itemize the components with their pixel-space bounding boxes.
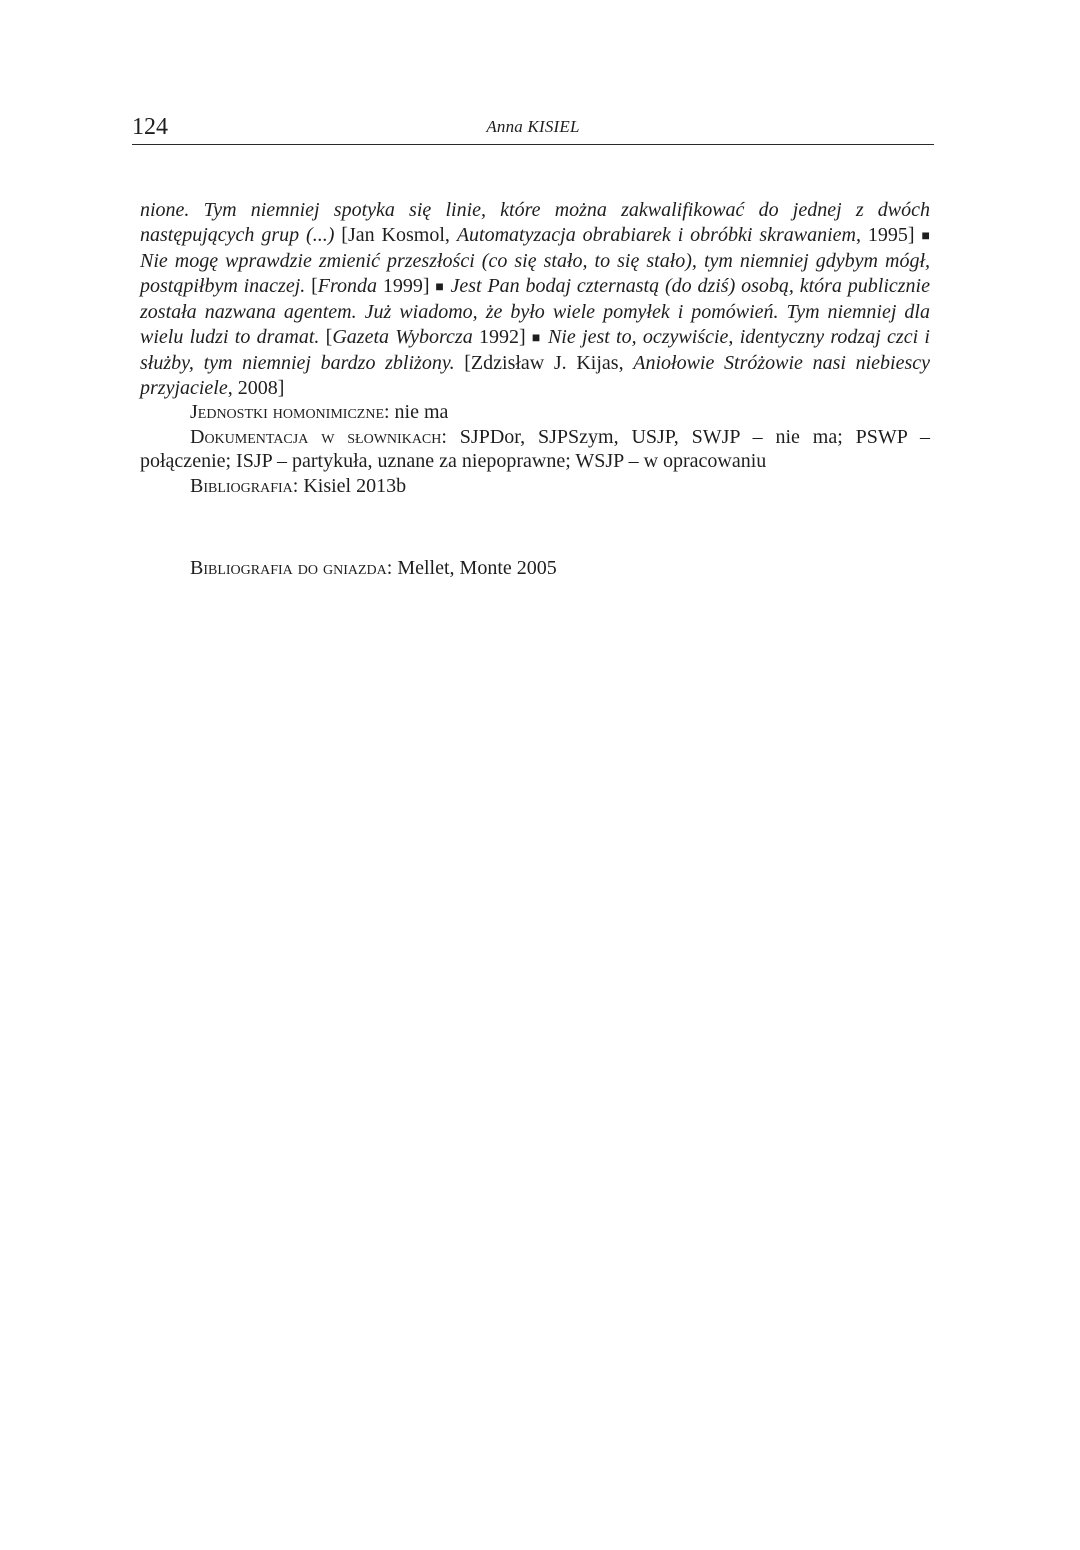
example-2-quote: Nie mogę wprawdzie zmienić przeszłości (co się stało, to się stało), tym niemniej gdybym mógł, postąpiłbym inaczej. — [140, 250, 930, 297]
example-3-source-year: 1992] — [472, 325, 532, 348]
example-4-quote: Nie jest to, oczywiście, identyczny rodzaj czci i służby, tym niemniej bardzo zbliżony. — [140, 325, 930, 374]
homonyms-label: Jednostki homonimiczne — [190, 401, 384, 423]
example-3-source: [ — [319, 325, 333, 348]
examples-paragraph — [140, 198, 930, 400]
entry-body — [140, 198, 930, 581]
example-3-source-title: Gazeta Wyborcza — [332, 325, 473, 348]
example-4-source-title: Aniołowie Stróżowie nasi niebiescy przyjaciele — [140, 352, 930, 399]
example-1-source-year: , 1995] — [856, 223, 922, 246]
example-1-source: [Jan Kosmol, — [334, 223, 457, 246]
running-head: Anna KISIEL — [486, 117, 580, 136]
example-2-source-title: Fronda — [317, 274, 378, 297]
example-3-quote: Jest Pan bodaj czternastą (do dziś) osobą, która publicznie została nazwana agentem. Już wiadomo, że było wiele pomyłek i pomówień. Tym niemniej dla wielu ludzi to dramat. — [140, 274, 930, 348]
bibliography-line — [140, 474, 930, 499]
separator-square-icon: ■ — [435, 279, 445, 295]
bibliography-value: : Kisiel 2013b — [292, 474, 407, 497]
example-1-source-title: Automatyzacja obrabiarek i obróbki skrawaniem — [456, 223, 856, 246]
page-header — [132, 112, 934, 145]
homonyms-value: : nie ma — [384, 401, 449, 423]
bibliography-label: Bibliografia — [190, 474, 293, 497]
page-number: 124 — [132, 114, 168, 140]
example-1-quote: nione. Tym niemniej spotyka się linie, które można zakwalifikować do jednej z dwóch następujących grup (...) — [140, 199, 930, 246]
nest-bibliography-label: Bibliografia do gniazda — [190, 557, 387, 579]
nest-bibliography-value: : Mellet, Monte 2005 — [386, 557, 557, 579]
separator-square-icon: ■ — [531, 330, 542, 346]
example-4-source: [Zdzisław J. Kijas, — [454, 352, 634, 374]
documentation-value: : SJPDor, SJPSzym, USJP, SWJP – nie ma; PSWP – połączenie; ISJP – partykuła, uznane za niepoprawne; WSJP – w opracowaniu — [140, 425, 930, 472]
example-2-source-year: 1999] — [377, 274, 436, 297]
example-2-source: [ — [305, 274, 318, 297]
homonyms-line — [140, 400, 930, 425]
documentation-label: Dokumentacja w słownikach — [190, 425, 442, 448]
example-4-source-year: , 2008] — [227, 376, 285, 399]
documentation-line — [140, 425, 930, 474]
nest-bibliography-line — [140, 556, 930, 581]
separator-square-icon: ■ — [921, 228, 930, 244]
